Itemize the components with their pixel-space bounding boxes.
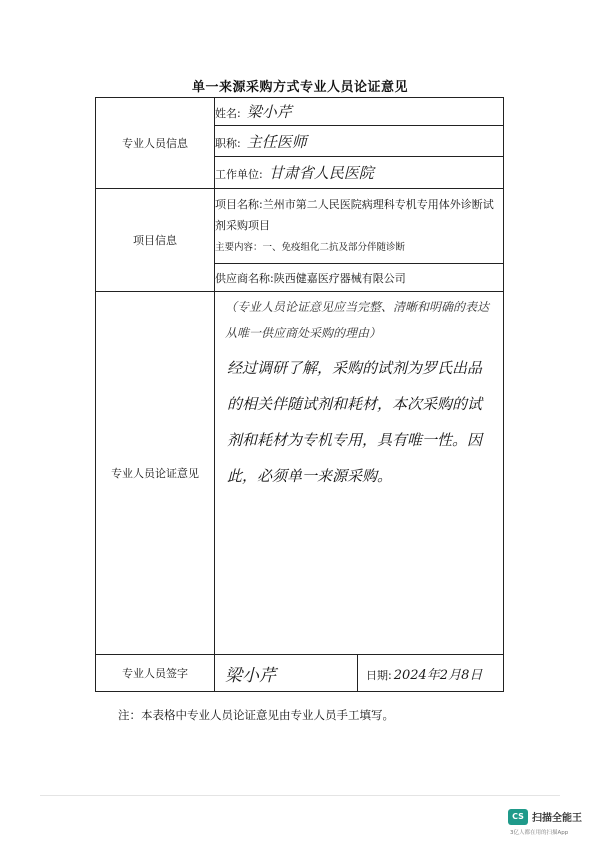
camscanner-logo-icon: CS — [508, 809, 528, 825]
main-content: 主要内容：一、免疫组化二抗及部分伴随诊断 — [215, 242, 406, 253]
expert-title-row — [215, 126, 504, 157]
signature-label: 专业人员签字 — [96, 655, 215, 692]
signature-cell — [215, 655, 358, 691]
workplace-label: 工作单位: — [215, 168, 263, 181]
workplace-value: 甘肃省人民医院 — [268, 164, 374, 182]
scan-divider — [40, 795, 560, 796]
title-value: 主任医师 — [246, 132, 307, 151]
supplier-label: 供应商名称: — [215, 271, 274, 285]
title-label: 职称: — [215, 136, 241, 150]
expert-name-row — [215, 98, 504, 126]
supplier-value: 陕西健嘉医疗器械有限公司 — [273, 271, 406, 285]
watermark-app-name: 扫描全能王 — [532, 813, 582, 824]
expert-workplace-row — [215, 157, 504, 189]
signature-value: 梁小芹 — [225, 665, 276, 686]
name-value: 梁小芹 — [246, 103, 292, 121]
name-label: 姓名: — [215, 107, 241, 120]
opinion-handwritten-text: 经过调研了解，采购的试剂为罗氏出品的相关伴随试剂和耗材，本次采购的试剂和耗材为专机专用，具有唯一性。因此，必须单一来源采购。 — [227, 359, 483, 485]
supplier-row — [215, 264, 504, 292]
project-info-label: 项目信息 — [96, 189, 215, 292]
project-name-label: 项目名称: — [215, 198, 263, 211]
signature-row — [215, 655, 504, 692]
opinion-label: 专业人员论证意见 — [96, 292, 215, 655]
date-cell — [358, 664, 482, 683]
opinion-box — [215, 292, 504, 655]
project-name-value: 兰州市第二人民医院病理科专机专用体外诊断试剂采购项目 — [215, 198, 494, 232]
footnote: 注：本表格中专业人员论证意见由专业人员手工填写。 — [118, 708, 394, 722]
date-label: 日期: — [366, 668, 392, 682]
page-title: 单一来源采购方式专业人员论证意见 — [191, 80, 408, 95]
date-value: 2024年2月8日 — [393, 667, 483, 683]
expert-info-label: 专业人员信息 — [96, 98, 215, 189]
project-name-row — [215, 189, 504, 264]
argument-form — [95, 97, 504, 692]
watermark-tagline: 3亿人都在用的扫描App — [510, 830, 569, 836]
opinion-instruction: （专业人员论证意见应当完整、清晰和明确的表达从唯一供应商处采购的理由） — [225, 300, 490, 340]
